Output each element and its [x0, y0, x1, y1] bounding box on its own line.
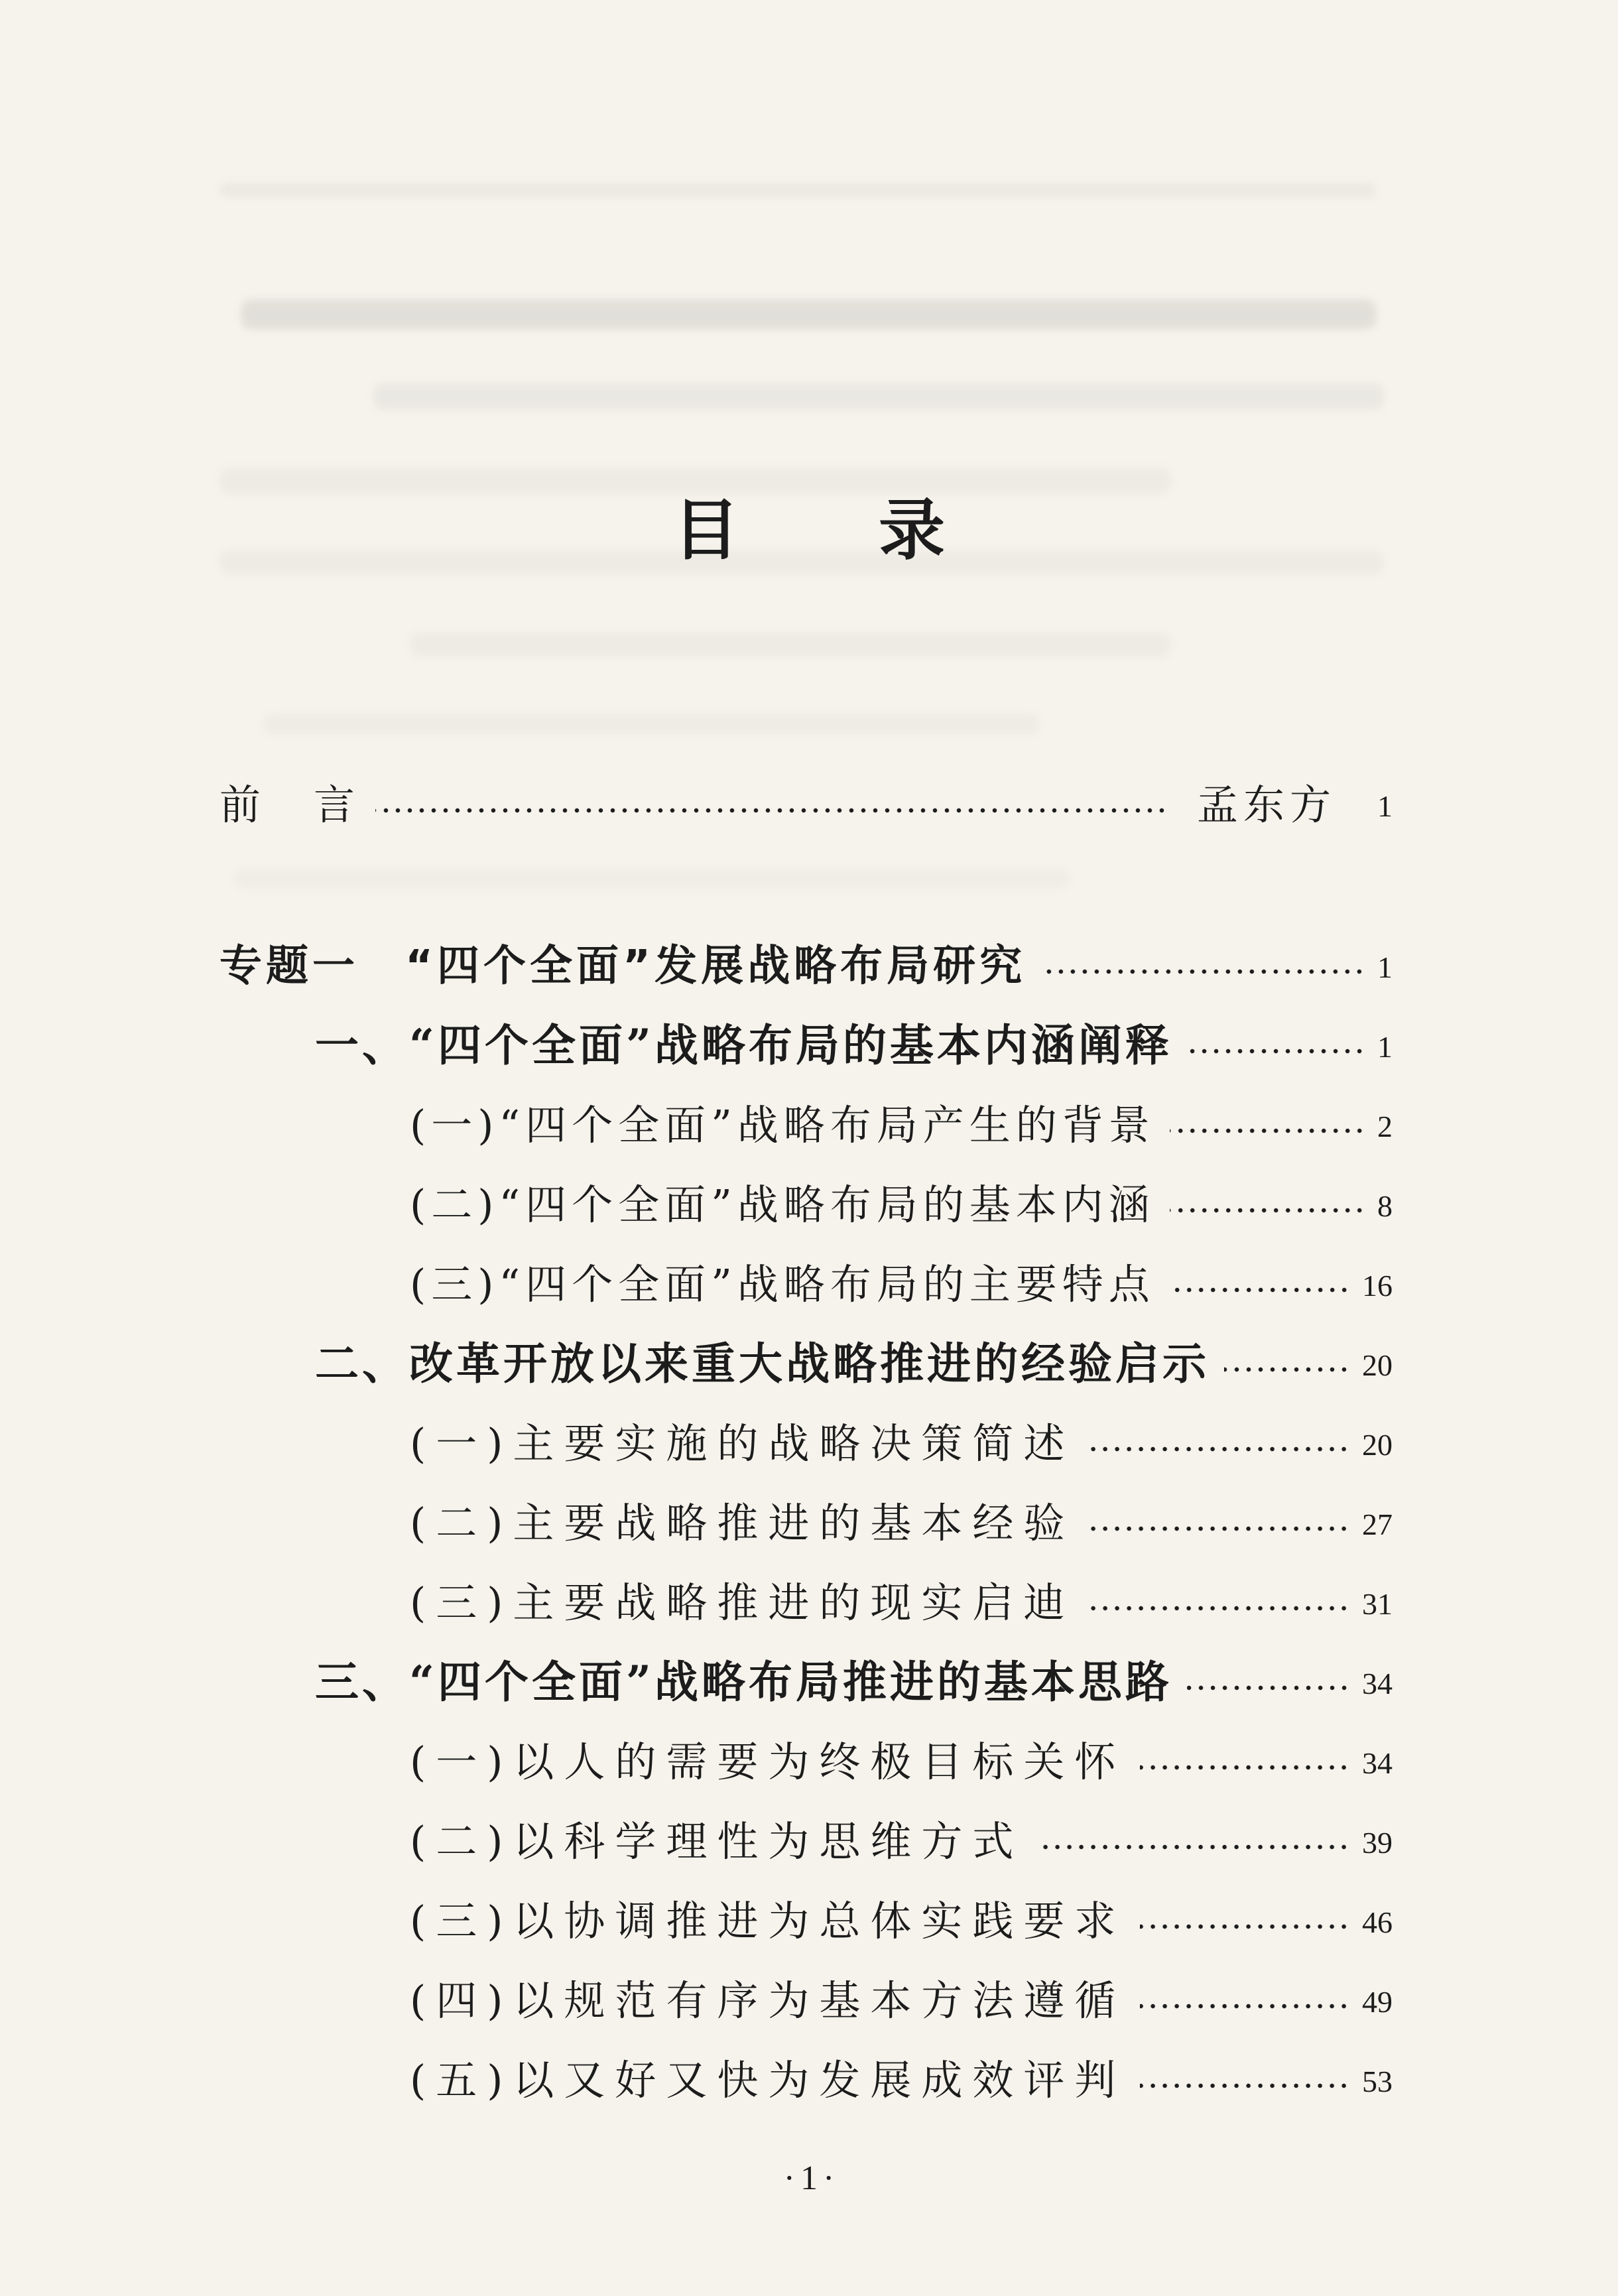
- dot-leader: [1170, 1206, 1365, 1214]
- toc-entry-page-number: 39: [1362, 1826, 1393, 1860]
- toc-entry-label: (二)主要战略推进的基本经验: [410, 1498, 1075, 1547]
- toc-entry-label: 一、“四个全面”战略布局的基本内涵阐释: [315, 1019, 1172, 1072]
- page-title: 目 录: [673, 491, 981, 569]
- dot-leader: [1140, 1763, 1350, 1771]
- toc-entry-subsection: [0, 1881, 1393, 1961]
- dot-leader: [1140, 1923, 1350, 1931]
- toc-entry-subsection: [0, 1961, 1393, 2041]
- toc-entry-section: [0, 1643, 1393, 1722]
- toc-entry-label: (三)主要战略推进的现实启迪: [410, 1578, 1075, 1627]
- toc-entry-page-number: 1: [1377, 950, 1393, 985]
- toc-list: [0, 926, 1393, 2120]
- dot-leader: [1170, 1127, 1365, 1135]
- toc-entry-label: 三、“四个全面”战略布局推进的基本思路: [315, 1656, 1172, 1708]
- toc-entry-subsection: [0, 1086, 1393, 1165]
- bleed-through-mark: [219, 468, 1171, 494]
- toc-entry-label: 前 言: [219, 780, 361, 829]
- toc-entry-section: [0, 1006, 1393, 1086]
- page-folio: ·1·: [783, 2159, 840, 2197]
- dot-leader: [1089, 1604, 1350, 1612]
- dot-leader: [1089, 1445, 1350, 1453]
- toc-entry-page-number: 2: [1377, 1110, 1393, 1144]
- toc-entry-label: (五)以又好又快为发展成效评判: [410, 2055, 1126, 2104]
- dot-leader: [375, 806, 1168, 814]
- toc-entry-subsection: [0, 1245, 1393, 1324]
- toc-entry-subsection: [0, 1484, 1393, 1563]
- toc-entry-label: 二、改革开放以来重大战略推进的经验启示: [315, 1338, 1210, 1390]
- dot-leader: [1038, 1843, 1350, 1851]
- toc-entry-subsection: [0, 1722, 1393, 1802]
- toc-entry-label: (二)以科学理性为思维方式: [410, 1817, 1024, 1866]
- bleed-through-mark: [234, 869, 1070, 889]
- toc-entry-section: [0, 1324, 1393, 1404]
- bleed-through-mark: [373, 383, 1384, 410]
- toc-entry-subsection: [0, 1563, 1393, 1643]
- toc-entry-subsection: [0, 2041, 1393, 2120]
- bleed-through-mark: [219, 183, 1376, 198]
- dot-leader: [1187, 1684, 1350, 1692]
- toc-entry-subsection: [0, 1802, 1393, 1881]
- bleed-through-mark: [263, 714, 1040, 735]
- toc-entry-label: (三)“四个全面”战略布局的主要特点: [410, 1259, 1155, 1308]
- dot-leader: [1089, 1525, 1350, 1533]
- dot-leader: [1040, 968, 1365, 976]
- toc-entry-page-number: 1: [1377, 789, 1393, 824]
- toc-entry-preface: [0, 765, 1393, 845]
- toc-entry-page-number: 1: [1377, 1030, 1393, 1064]
- toc-entry-page-number: 46: [1362, 1905, 1393, 1940]
- dot-leader: [1224, 1366, 1350, 1373]
- toc-entry-page-number: 8: [1377, 1189, 1393, 1224]
- toc-entry-page-number: 34: [1362, 1746, 1393, 1781]
- bleed-through-mark: [410, 633, 1171, 657]
- toc-entry-label: (二)“四个全面”战略布局的基本内涵: [410, 1180, 1155, 1229]
- toc-entry-subsection: [0, 1404, 1393, 1484]
- toc-entry-page-number: 16: [1362, 1269, 1393, 1303]
- toc-entry-page-number: 34: [1362, 1667, 1393, 1701]
- bleed-through-mark: [241, 300, 1376, 329]
- toc-entry-page-number: 31: [1362, 1587, 1393, 1622]
- toc-entry-label: (一)以人的需要为终极目标关怀: [410, 1737, 1126, 1786]
- toc-entry-page-number: 27: [1362, 1507, 1393, 1542]
- toc-entry-page-number: 49: [1362, 1985, 1393, 2019]
- toc-entry-label: 专题一 “四个全面”发展战略布局研究: [219, 941, 1027, 991]
- toc-entry-label: (四)以规范有序为基本方法遵循: [410, 1976, 1126, 2025]
- toc-entry-subsection: [0, 1165, 1393, 1245]
- toc-entry-label: (一)“四个全面”战略布局产生的背景: [410, 1100, 1155, 1149]
- dot-leader: [1187, 1047, 1365, 1055]
- toc-entry-topic: [0, 926, 1393, 1006]
- toc-entry-page-number: 20: [1362, 1428, 1393, 1462]
- toc-entry-page-number: 20: [1362, 1348, 1393, 1383]
- toc-entry-page-number: 53: [1362, 2065, 1393, 2099]
- dot-leader: [1140, 2002, 1350, 2010]
- toc-entry-label: (三)以协调推进为总体实践要求: [410, 1896, 1126, 1945]
- toc-entry-label: (一)主要实施的战略决策简述: [410, 1419, 1075, 1468]
- dot-leader: [1170, 1286, 1350, 1294]
- dot-leader: [1140, 2082, 1350, 2090]
- toc-entry-author: 孟东方: [1196, 780, 1336, 829]
